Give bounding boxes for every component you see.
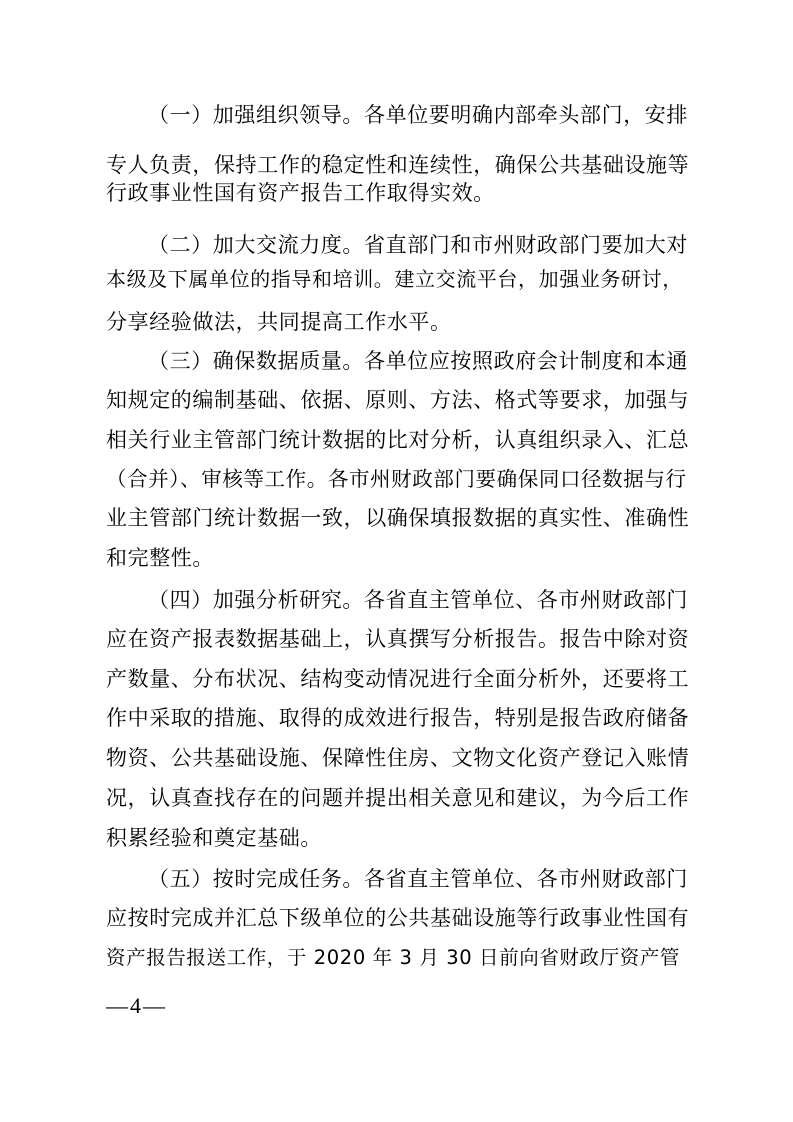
paragraph-3-line-4: （合并）、审核等工作。各市州财政部门要确保同口径数据与行 bbox=[106, 467, 687, 491]
paragraph-3-line-6: 和完整性。 bbox=[106, 546, 214, 570]
paragraph-2-line-3: 分享经验做法，共同提高工作水平。 bbox=[106, 310, 452, 334]
paragraph-2-line-2: 本级及下属单位的指导和培训。建立交流平台，加强业务研讨， bbox=[106, 267, 683, 291]
paragraph-4-line-6: 况，认真查找存在的问题并提出相关意见和建议，为今后工作 bbox=[106, 786, 690, 810]
paragraph-4-line-1: （四）加强分析研究。各省直主管单位、各市州财政部门 bbox=[148, 588, 688, 612]
paragraph-3-line-3: 相关行业主管部门统计数据的比对分析，认真组织录入、汇总 bbox=[106, 428, 690, 452]
paragraph-4-line-3: 产数量、分布状况、结构变动情况进行全面分析外，还要将工 bbox=[106, 667, 690, 691]
paragraph-4-line-7: 积累经验和奠定基础。 bbox=[106, 826, 322, 850]
paragraph-4-line-4: 作中采取的措施、取得的成效进行报告，特别是报告政府储备 bbox=[106, 706, 690, 730]
paragraph-1-line-3: 行政事业性国有资产报告工作取得实效。 bbox=[106, 181, 495, 205]
paragraph-3-line-5: 业主管部门统计数据一致，以确保填报数据的真实性、准确性 bbox=[106, 506, 690, 530]
paragraph-4-line-5: 物资、公共基础设施、保障性住房、文物文化资产登记入账情 bbox=[106, 746, 690, 770]
paragraph-5-line-1: （五）按时完成任务。各省直主管单位、各市州财政部门 bbox=[148, 867, 688, 891]
paragraph-1-line-2: 专人负责，保持工作的稳定性和连续性，确保公共基础设施等 bbox=[106, 153, 690, 177]
paragraph-3-line-2: 知规定的编制基础、依据、原则、方法、格式等要求，加强与 bbox=[106, 388, 690, 412]
paragraph-5-line-2: 应按时完成并汇总下级单位的公共基础设施等行政事业性国有 bbox=[106, 906, 690, 930]
paragraph-1-line-1: （一）加强组织领导。各单位要明确内部牵头部门，安排 bbox=[148, 103, 688, 127]
page-number: —4— bbox=[106, 993, 167, 1018]
paragraph-2-line-1: （二）加大交流力度。省直部门和市州财政部门要加大对 bbox=[148, 233, 688, 257]
paragraph-3-line-1: （三）确保数据质量。各单位应按照政府会计制度和本通 bbox=[148, 349, 688, 373]
paragraph-4-line-2: 应在资产报表数据基础上，认真撰写分析报告。报告中除对资 bbox=[106, 627, 690, 651]
paragraph-5-line-3: 资产报告报送工作，于 2020 年 3 月 30 日前向省财政厅资产管 bbox=[106, 946, 681, 969]
